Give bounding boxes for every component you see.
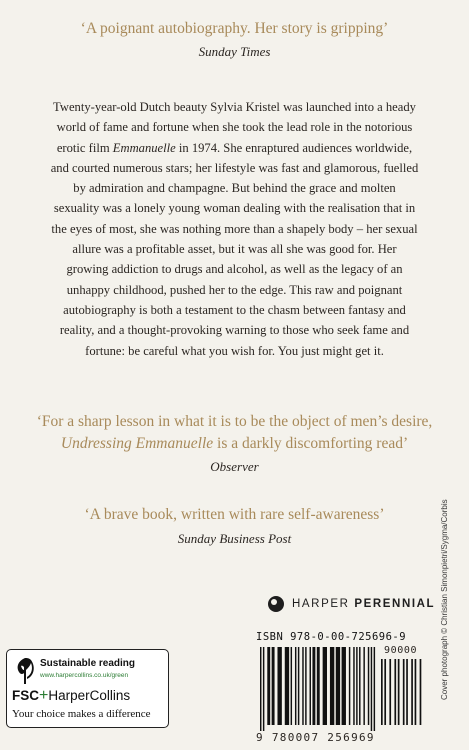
blurb xyxy=(50,97,419,361)
publisher-name-bold: PERENNIAL xyxy=(354,598,436,610)
barcode-bar xyxy=(389,659,391,725)
barcode-bar xyxy=(394,659,396,725)
quote-2-source: Observer xyxy=(210,459,259,474)
barcode-bar xyxy=(374,647,375,731)
barcode-bar xyxy=(305,647,306,725)
quote-1: ‘A poignant autobiography. Her story is gripping’ xyxy=(80,20,389,37)
barcode-bar xyxy=(323,647,327,725)
quote-3-source: Sunday Business Post xyxy=(177,531,292,546)
quote-2-line-2 xyxy=(0,433,469,455)
quote-2-book-title: Undressing Emmanuelle xyxy=(60,435,214,452)
barcode-bar xyxy=(263,647,264,731)
barcode-bar xyxy=(371,647,372,731)
barcode-bar xyxy=(330,647,334,725)
quote-2-line-1: ‘For a sharp lesson in what it is to be the object of men’s desire, xyxy=(36,413,433,430)
barcode-bar xyxy=(398,659,400,725)
ean-number: 9 780007 256969 xyxy=(256,731,375,744)
barcode-bar xyxy=(420,659,422,725)
barcode xyxy=(256,631,424,743)
barcode-bar xyxy=(368,647,369,725)
barcode-bar xyxy=(285,647,289,725)
barcode-bar xyxy=(277,647,281,725)
barcode-bar xyxy=(295,647,296,725)
photo-credit: Cover photograph © Christian Simonpietri/Sygma/Corbis xyxy=(440,499,449,700)
barcode-bar xyxy=(353,647,354,725)
barcode-bar xyxy=(384,659,386,725)
barcode-bar xyxy=(302,647,303,725)
isbn-text: ISBN 978-0-00-725696-9 xyxy=(256,631,407,643)
barcode-bar xyxy=(403,659,405,725)
fsc-tree-icon xyxy=(13,656,37,686)
harpercollins-label: HarperCollins xyxy=(48,688,131,703)
fsc-brand-row xyxy=(12,687,130,705)
barcode-bar xyxy=(317,647,320,725)
barcode-bar xyxy=(381,659,383,725)
addon-barcode-bars xyxy=(381,659,423,731)
fsc-label: FSC xyxy=(12,688,39,703)
quote-2 xyxy=(0,411,469,455)
fsc-title: Sustainable reading xyxy=(40,658,136,669)
barcode-bar xyxy=(411,659,413,725)
barcode-bar xyxy=(349,647,350,725)
harper-logo-icon xyxy=(268,596,284,612)
barcode-bar xyxy=(291,647,292,725)
addon-number: 90000 xyxy=(384,645,418,656)
publisher-name xyxy=(292,598,435,610)
barcode-bar xyxy=(356,647,357,725)
publisher-name-light: HARPER xyxy=(292,598,350,610)
barcode-bar xyxy=(312,647,315,725)
barcode-bar xyxy=(272,647,275,725)
barcode-bar xyxy=(406,659,408,725)
barcode-bar xyxy=(342,647,346,725)
quote-2-rest: is a darkly discomforting read’ xyxy=(213,435,409,452)
barcode-bar xyxy=(336,647,340,725)
blurb-film-title: Emmanuelle xyxy=(112,140,176,155)
ean-barcode-bars xyxy=(260,647,378,731)
publisher-imprint xyxy=(268,596,435,612)
quote-3: ‘A brave book, written with rare self-awareness’ xyxy=(84,506,385,523)
blurb-part-2: in 1974. She enraptured audiences worldwide, and courted numerous stars; her lifestyle was fast and glamorous, fuelled by admiration and champagne. But behind the grace and molten sexuality was a lonely young woman dealing with the realisation that in the eyes of most, she was nothing more than a shapely body – her sexual allure was a profitable asset, but it was all she was good for. Her growing addiction to drugs and alcohol, as well as the legacy of an unhappy childhood, pushed her to the edge. This raw and poignant autobiography is both a testament to the chasm between fantasy and reality, and a thought-provoking warning to those who seek fame and fortune: be careful what you wish for. You just might get it. xyxy=(50,140,419,358)
barcode-bar xyxy=(363,647,364,725)
quote-1-source: Sunday Times xyxy=(198,44,271,59)
fsc-plus: + xyxy=(39,687,49,704)
fsc-tagline: Your choice makes a difference xyxy=(12,708,151,720)
blurb-part-1: Twenty-year-old Dutch beauty Sylvia Kristel was launched into a heady world of fame and fortune when she took the lead role in the notorious erotic film xyxy=(53,100,416,155)
barcode-bar xyxy=(267,647,270,725)
barcode-bar xyxy=(298,647,299,725)
barcode-bar xyxy=(415,659,417,725)
barcode-bar xyxy=(359,647,360,725)
barcode-bar xyxy=(260,647,261,731)
fsc-url: www.harpercollins.co.uk/green xyxy=(40,672,129,679)
fsc-badge xyxy=(6,649,169,728)
barcode-bar xyxy=(310,647,311,725)
